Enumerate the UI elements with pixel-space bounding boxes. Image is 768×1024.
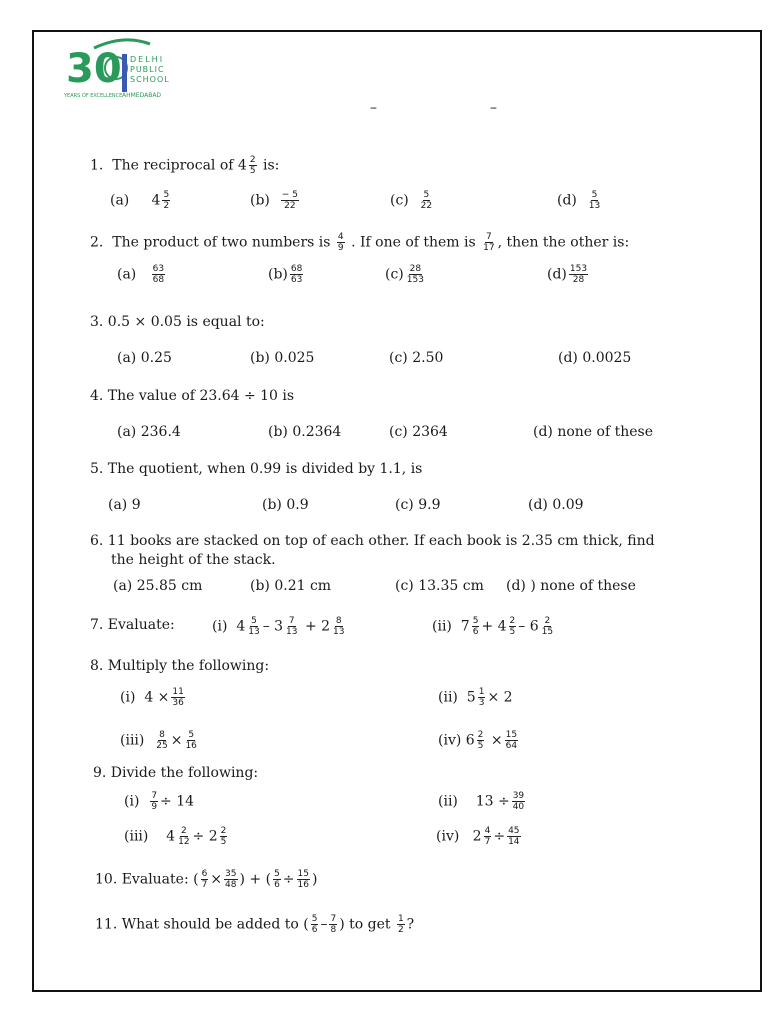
q5-option-c: (c) 9.9: [395, 497, 441, 513]
question-6-line-2: the height of the stack.: [111, 552, 276, 568]
q6-option-c: (c) 13.35 cm: [395, 578, 484, 594]
q4-option-b: (b) 0.2364: [268, 424, 342, 440]
q4-option-d: (d) none of these: [533, 424, 653, 440]
q3-option-c: (c) 2.50: [389, 350, 444, 366]
question-8: 8. Multiply the following:: [90, 658, 270, 674]
q2-option-b: (b) $\frac{68}{63}$: [268, 264, 303, 285]
q8-part-iv: (iv) 6 $\frac{2}{5}$ × $\frac{15}{64}$: [438, 730, 518, 751]
question-6-line-1: 6. 11 books are stacked on top of each other. If each book is 2.35 cm thick, find: [90, 533, 655, 549]
question-9: 9. Divide the following:: [93, 765, 259, 781]
question-10: 10. Evaluate: ( $\frac{6}{7}$ × $\frac{35}{48}$ ) + ( $\frac{5}{6}$ ÷ $\frac{15}{16}$ ): [95, 869, 318, 890]
q2-option-a: (a) $\frac{63}{68}$: [117, 264, 165, 285]
svg-text:PUBLIC: PUBLIC: [130, 65, 165, 74]
q1-option-c: (c) $\frac{5}{22}$: [390, 190, 433, 211]
question-4: 4. The value of 23.64 ÷ 10 is: [90, 388, 295, 404]
q1-option-d: (d) $\frac{5}{13}$: [557, 190, 601, 211]
q5-option-b: (b) 0.9: [262, 497, 309, 513]
q7-part-ii: (ii) 7 $\frac{5}{6}$ + 4 $\frac{2}{5}$ – 6 $\frac{2}{15}$: [432, 616, 554, 637]
q7-part-i: (i) 4 $\frac{5}{13}$ – 3 $\frac{7}{13}$ + 2 $\frac{8}{13}$: [212, 616, 345, 637]
svg-text:30: 30: [66, 46, 122, 92]
q2-option-d: (d) $\frac{153}{28}$: [547, 264, 588, 285]
q9-part-i: (i) $\frac{7}{9}$ ÷ 14: [124, 791, 195, 812]
svg-text:YEARS OF EXCELLENCE: YEARS OF EXCELLENCE: [64, 93, 123, 99]
header-dash-2: –: [490, 100, 497, 116]
q9-part-iii: (iii) 4 $\frac{2}{12}$ ÷ 2 $\frac{2}{5}$: [124, 826, 227, 847]
svg-text:SCHOOL: SCHOOL: [130, 75, 170, 84]
q8-part-i: (i) 4 × $\frac{11}{36}$: [120, 687, 184, 708]
question-11: 11. What should be added to ( $\frac{5}{6}$ – $\frac{7}{8}$ ) to get $\frac{1}{2}$ ?: [95, 914, 415, 935]
svg-text:AHMEDABAD: AHMEDABAD: [122, 92, 162, 99]
q3-option-d: (d) 0.0025: [558, 350, 632, 366]
q6-option-d: (d) ) none of these: [506, 578, 636, 594]
school-logo: [64, 36, 204, 100]
q4-option-a: (a) 236.4: [117, 424, 181, 440]
question-2: 2. The product of two numbers is $\frac{4}{9}$ . If one of them is $\frac{7}{17}$ , then the other is:: [90, 232, 630, 253]
question-3: 3. 0.5 × 0.05 is equal to:: [90, 314, 265, 330]
q9-part-ii: (ii) 13 ÷ $\frac{39}{40}$: [438, 791, 525, 812]
q3-option-a: (a) 0.25: [117, 350, 172, 366]
question-7: 7. Evaluate:: [90, 617, 175, 633]
q8-part-iii: (iii) $\frac{8}{25}$ × $\frac{5}{16}$: [120, 730, 197, 751]
q4-option-c: (c) 2364: [389, 424, 448, 440]
q1-option-a: (a) 4 $\frac{5}{2}$: [110, 190, 170, 211]
q9-part-iv: (iv) 2 $\frac{4}{7}$ ÷ $\frac{45}{14}$: [436, 826, 520, 847]
question-5: 5. The quotient, when 0.99 is divided by 1.1, is: [90, 461, 423, 477]
q1-option-b: (b) $\frac{- 5}{22}$: [250, 190, 298, 211]
q8-part-ii: (ii) 5 $\frac{1}{3}$ × 2: [438, 687, 513, 708]
question-1: 1. The reciprocal of 4 $\frac{2}{5}$ is:: [90, 155, 280, 176]
q5-option-a: (a) 9: [108, 497, 141, 513]
svg-text:DELHI: DELHI: [130, 55, 165, 64]
q6-option-b: (b) 0.21 cm: [250, 578, 332, 594]
header-dash-1: –: [370, 100, 377, 116]
q6-option-a: (a) 25.85 cm: [113, 578, 203, 594]
q5-option-d: (d) 0.09: [528, 497, 584, 513]
q2-option-c: (c) $\frac{28}{153}$: [385, 264, 424, 285]
q3-option-b: (b) 0.025: [250, 350, 315, 366]
